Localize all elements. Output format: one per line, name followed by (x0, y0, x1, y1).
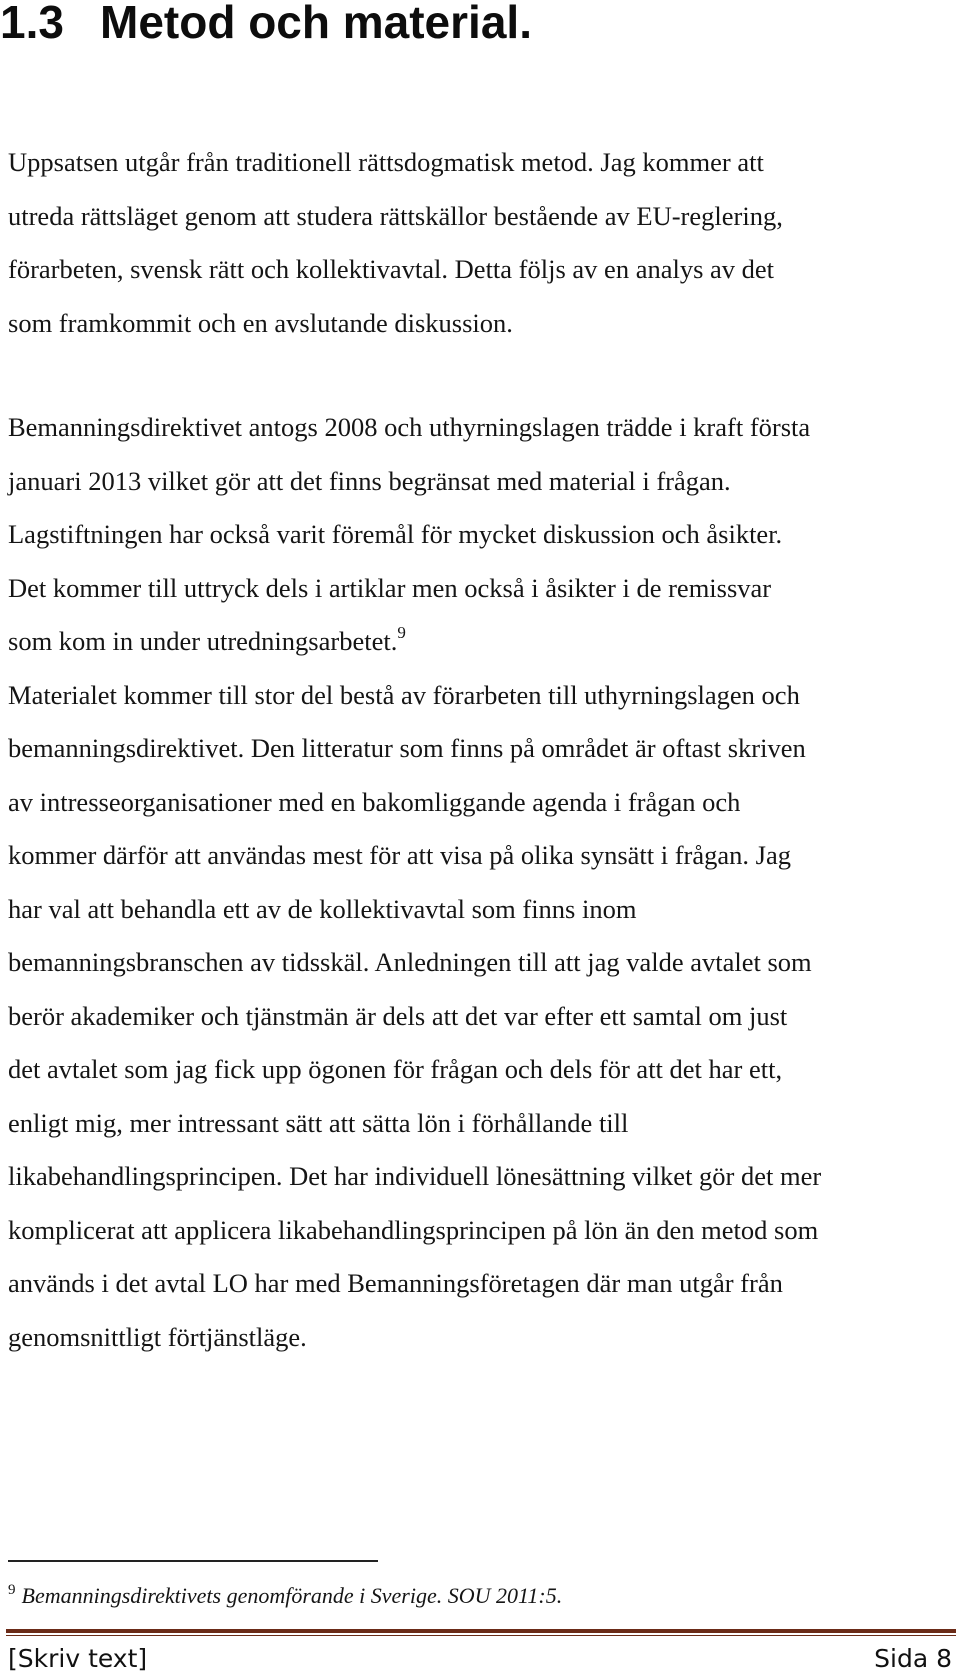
text-line: Uppsatsen utgår från traditionell rättsdogmatisk metod. Jag kommer att (8, 147, 764, 177)
footnote-mark: 9 (8, 1582, 16, 1598)
footer-placeholder-text[interactable]: [Skriv text] (8, 1644, 148, 1673)
text-line: komplicerat att applicera likabehandlingsprincipen på lön än den metod som (8, 1214, 819, 1245)
footnote-reference[interactable]: 9 (397, 623, 406, 642)
text-line: genomsnittligt förtjänstläge. (8, 1321, 307, 1352)
text-line: Lagstiftningen har också varit föremål för mycket diskussion och åsikter. (8, 519, 783, 549)
text-line: Det kommer till uttryck dels i artiklar men också i åsikter i de remissvar (8, 572, 772, 603)
text-line: Materialet kommer till stor del bestå av förarbeten till uthyrningslagen och (8, 679, 800, 710)
text-line: har val att behandla ett av de kollektivavtal som finns inom (8, 893, 637, 924)
text-line: januari 2013 vilket gör att det finns begränsat med material i frågan. (8, 465, 731, 496)
text-line: det avtalet som jag fick upp ögonen för frågan och dels för att det har ett, (8, 1054, 783, 1084)
paragraph-method (8, 136, 953, 350)
text-line: berör akademiker och tjänstmän är dels att det var efter ett samtal om just (8, 1000, 788, 1031)
page-number: Sida 8 (874, 1644, 952, 1673)
text-line-content: som kom in under utredningsarbetet. (8, 626, 398, 656)
section-heading (0, 0, 532, 50)
text-line: kommer därför att användas mest för att visa på olika synsätt i frågan. Jag (8, 840, 791, 870)
footer-rule (6, 1629, 956, 1633)
footer-rule-thin (6, 1635, 956, 1636)
paragraph-material (8, 401, 953, 1364)
text-line: som framkommit och en avslutande diskussion. (8, 307, 513, 338)
footnote-separator (8, 1560, 378, 1562)
section-title: Metod och material. (100, 0, 532, 48)
text-line: bemanningsdirektivet. Den litteratur som finns på området är oftast skriven (8, 733, 806, 763)
text-line: utreda rättsläget genom att studera rättskällor bestående av EU-reglering, (8, 200, 783, 231)
text-line-with-footnote (8, 615, 953, 669)
text-line: Bemanningsdirektivet antogs 2008 och uthyrningslagen trädde i kraft första (8, 412, 811, 442)
text-line: används i det avtal LO har med Bemanningsföretagen där man utgår från (8, 1268, 783, 1298)
footnote-text: Bemanningsdirektivets genomförande i Sverige. SOU 2011:5. (21, 1583, 563, 1608)
text-line: av intresseorganisationer med en bakomliggande agenda i frågan och (8, 786, 741, 817)
section-number: 1.3 (0, 0, 64, 48)
text-line: bemanningsbranschen av tidsskäl. Anledningen till att jag valde avtalet som (8, 947, 812, 977)
footnote (8, 1583, 562, 1609)
text-line: förarbeten, svensk rätt och kollektivavtal. Detta följs av en analys av det (8, 254, 775, 284)
text-line: enligt mig, mer intressant sätt att sätta lön i förhållande till (8, 1107, 629, 1138)
text-line: likabehandlingsprincipen. Det har individuell lönesättning vilket gör det mer (8, 1161, 822, 1191)
